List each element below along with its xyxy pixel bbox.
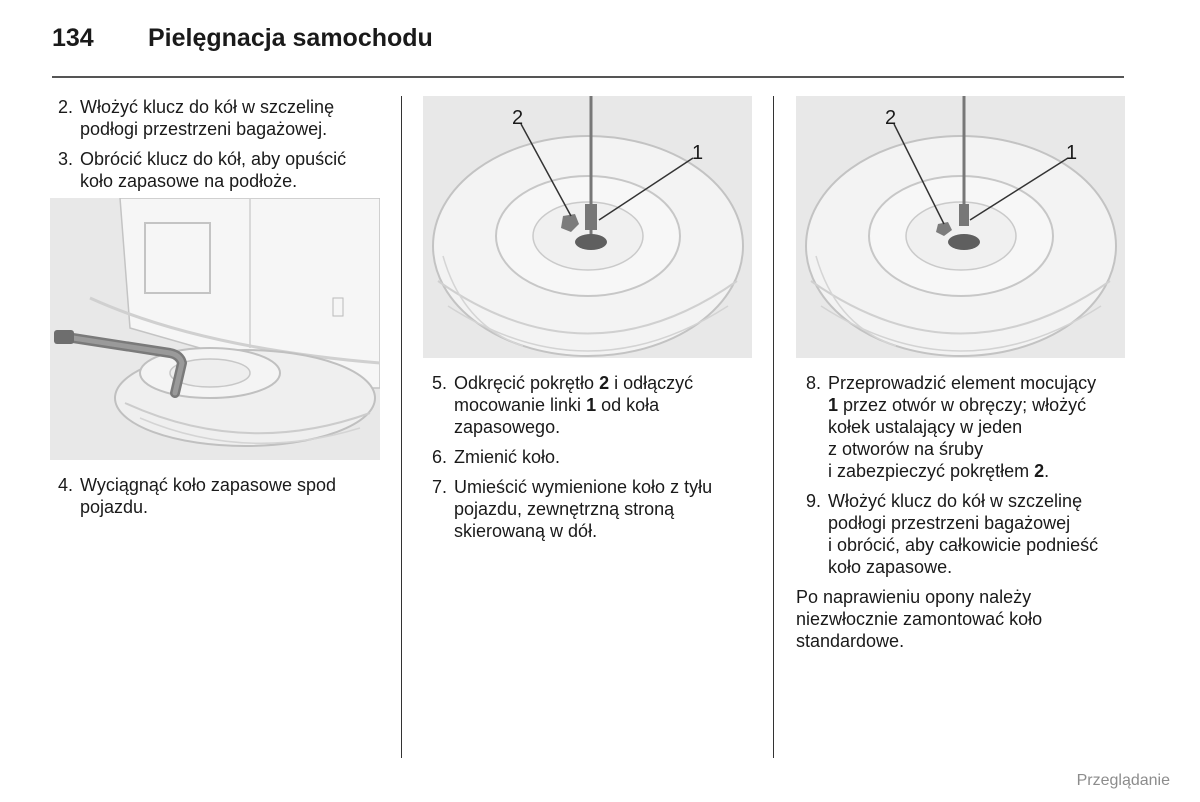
- step-text-part: i zabezpieczyć pokrętłem: [828, 461, 1035, 481]
- step-2: [58, 96, 388, 140]
- step-line: koło zapasowe.: [828, 557, 953, 577]
- paragraph-line: standardowe.: [796, 631, 905, 651]
- step-text-part: mocowanie linki: [454, 395, 587, 415]
- column-2: [432, 372, 762, 550]
- step-line: Obrócić klucz do kół, aby opuścić: [80, 149, 347, 169]
- step-list-column-3: [806, 372, 1136, 578]
- step-5: [432, 372, 762, 438]
- step-number: 6.: [432, 447, 448, 467]
- step-number: 4.: [58, 475, 74, 495]
- step-3: [58, 148, 388, 192]
- browse-link[interactable]: Przeglądanie: [1076, 772, 1170, 789]
- column-divider-2: [773, 96, 774, 758]
- step-line: pojazdu, zewnętrzną stroną: [454, 499, 675, 519]
- step-list-top: [58, 96, 388, 192]
- step-list-bottom: [58, 474, 388, 518]
- step-number: 9.: [806, 491, 822, 511]
- step-line: podłogi przestrzeni bagażowej: [828, 513, 1071, 533]
- step-6: [432, 446, 762, 468]
- spare-wheel-fastened-illustration: [796, 96, 1125, 358]
- spare-wheel-cable-illustration: [423, 96, 752, 358]
- step-number: 7.: [432, 477, 448, 497]
- step-text-part: .: [1044, 461, 1050, 481]
- column-3: [796, 372, 1136, 652]
- step-number: 3.: [58, 149, 74, 169]
- step-4: [58, 474, 388, 518]
- step-number: 2.: [58, 97, 74, 117]
- step-7: [432, 476, 762, 542]
- step-text-part: od koła: [596, 395, 660, 415]
- callout-2: 2: [512, 107, 524, 129]
- callout-1: 1: [692, 142, 704, 164]
- step-text-part: zapasowego.: [454, 417, 561, 437]
- column-1-bottom: [58, 474, 388, 526]
- paragraph-line: Po naprawieniu opony należy: [796, 587, 1032, 607]
- step-line: koło zapasowe na podłoże.: [80, 171, 298, 191]
- page-number: 134: [52, 24, 94, 52]
- step-line: Umieścić wymienione koło z tyłu: [454, 477, 713, 497]
- reference-number: 1: [586, 395, 597, 415]
- step-line: Włożyć klucz do kół w szczelinę: [80, 97, 335, 117]
- figure-cable-mount-fastened: [796, 96, 1125, 358]
- step-line: i obrócić, aby całkowicie podnieść: [828, 535, 1099, 555]
- paragraph-line: niezwłocznie zamontować koło: [796, 609, 1043, 629]
- column-divider-1: [401, 96, 402, 758]
- spare-wheel-wrench-illustration: [50, 198, 380, 460]
- step-line: podłogi przestrzeni bagażowej.: [80, 119, 328, 139]
- closing-paragraph: [796, 586, 1136, 652]
- step-list-column-2: [432, 372, 762, 542]
- step-number: 8.: [806, 373, 822, 393]
- step-text-part: kołek ustalający w jeden: [828, 417, 1023, 437]
- reference-number: 1: [828, 395, 839, 415]
- reference-number: 2: [1034, 461, 1045, 481]
- figure-lowering-spare-wheel: [50, 198, 380, 460]
- step-9: [806, 490, 1136, 578]
- step-line: Wyciągnąć koło zapasowe spod: [80, 475, 336, 495]
- step-number: 5.: [432, 373, 448, 393]
- step-text-part: z otworów na śruby: [828, 439, 984, 459]
- step-text-part: przez otwór w obręczy; włożyć: [838, 395, 1087, 415]
- figure-cable-mount: [423, 96, 752, 358]
- step-line: Zmienić koło.: [454, 447, 561, 467]
- step-8: [806, 372, 1136, 482]
- callout-1: 1: [1066, 142, 1078, 164]
- page-title: Pielęgnacja samochodu: [148, 24, 433, 52]
- step-line: pojazdu.: [80, 497, 149, 517]
- step-line: skierowaną w dół.: [454, 521, 598, 541]
- step-text-part: Odkręcić pokrętło: [454, 373, 600, 393]
- callout-2: 2: [885, 107, 897, 129]
- column-1: [58, 96, 388, 200]
- step-text-part: Przeprowadzić element mocujący: [828, 373, 1097, 393]
- reference-number: 2: [599, 373, 610, 393]
- header-rule: [52, 76, 1124, 78]
- step-text-part: i odłączyć: [609, 373, 694, 393]
- step-line: Włożyć klucz do kół w szczelinę: [828, 491, 1083, 511]
